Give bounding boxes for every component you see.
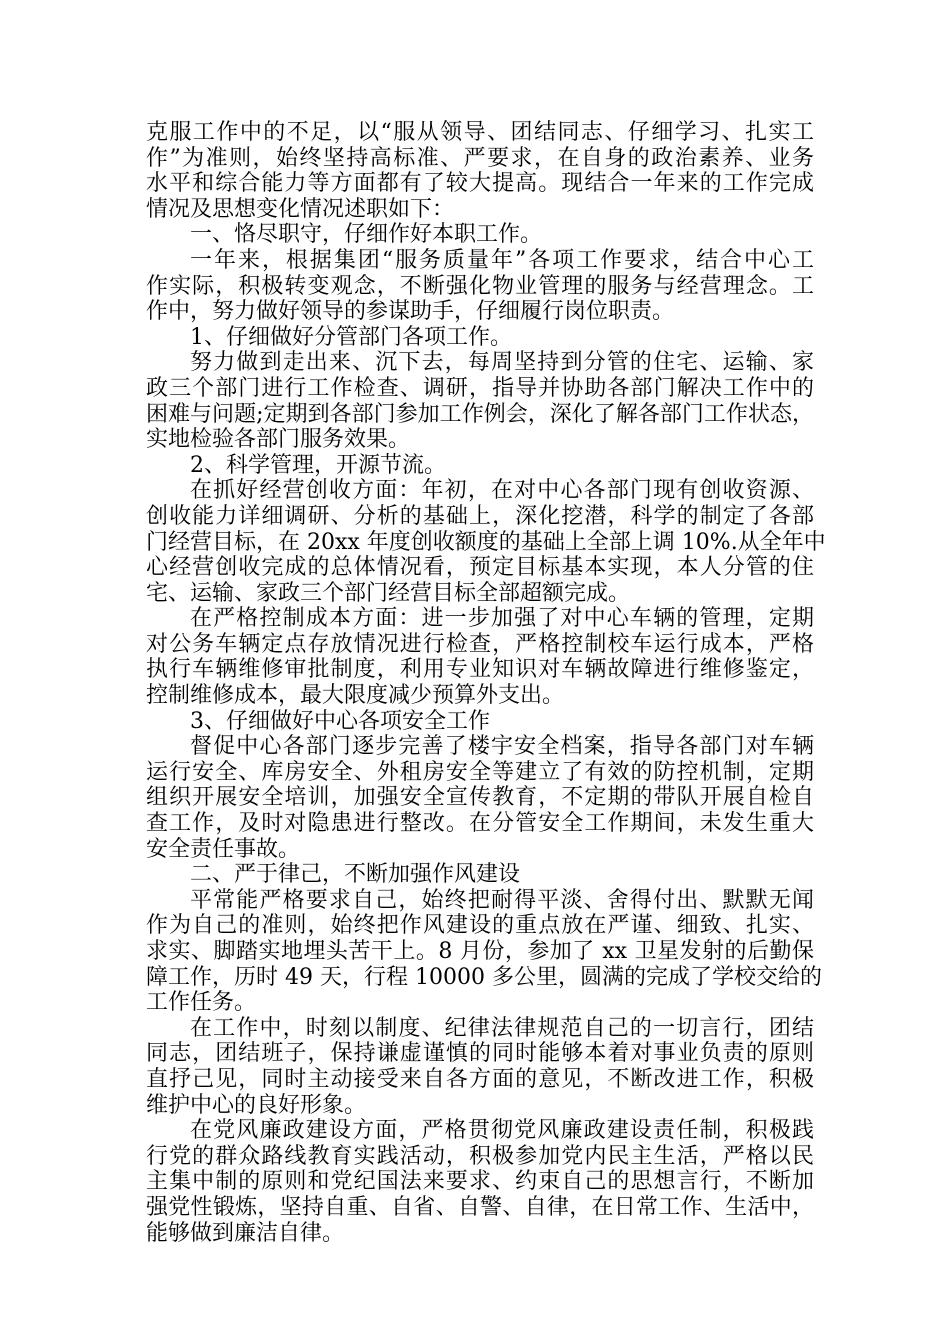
paragraph-line: 组织开展安全培训，加强安全宣传教育，不定期的带队开展自检自: [146, 785, 814, 811]
paragraph-line: 困难与问题;定期到各部门参加工作例会，深化了解各部门工作状态，: [146, 401, 814, 427]
paragraph: [146, 453, 814, 479]
paragraph-first-line: 在抓好经营创收方面：年初，在对中心各部门现有创收资源、: [190, 478, 814, 504]
paragraph: [146, 1118, 814, 1246]
paragraph: [146, 248, 814, 325]
paragraph-line: 求实、脚踏实地埋头苦干上。8 月份，参加了 xx 卫星发射的后勤保: [146, 939, 814, 964]
paragraph-first-line: 督促中心各部门逐步完善了楼宇安全档案，指导各部门对车辆: [190, 734, 814, 760]
paragraph: [146, 350, 814, 452]
paragraph-line: 安全责任事故。: [146, 836, 301, 862]
paragraph-line: 对公务车辆定点存放情况进行检查，严格控制校车运行成本，严格: [146, 631, 814, 657]
paragraph-line: 水平和综合能力等方面都有了较大提高。现结合一年来的工作完成: [146, 171, 814, 197]
paragraph-line: 作中，努力做好领导的参谋助手，仔细履行岗位职责。: [146, 299, 675, 325]
paragraph-first-line: 努力做到走出来、沉下去，每周坚持到分管的住宅、运输、家: [190, 350, 814, 376]
paragraph-line: 作为自己的准则，始终把作风建设的重点放在严谨、细致、扎实、: [146, 913, 814, 939]
paragraph-first-line: 平常能严格要求自己，始终把耐得平淡、舍得付出、默默无闻: [190, 887, 814, 913]
paragraph-first-line: 在工作中，时刻以制度、纪律法律规范自己的一切言行，团结: [190, 1015, 814, 1041]
paragraph-line: 控制维修成本，最大限度减少预算外支出。: [146, 683, 565, 709]
paragraph-line: 维护中心的良好形象。: [146, 1092, 367, 1118]
paragraph-line: 直抒己见，同时主动接受来自各方面的意见，不断改进工作，积极: [146, 1066, 814, 1092]
paragraph-line: 工作任务。: [146, 990, 257, 1016]
paragraph-line: 心经营创收完成的总体情况看，预定目标基本实现，本人分管的住: [146, 555, 814, 581]
paragraph: [146, 1016, 814, 1118]
paragraph-line: 宅、运输、家政三个部门经营目标全部超额完成。: [146, 580, 631, 606]
paragraph-line: 能够做到廉洁自律。: [146, 1220, 345, 1246]
paragraph-first-line: 1、仔细做好分管部门各项工作。: [190, 324, 512, 350]
paragraph: [146, 862, 814, 888]
paragraph-line: 障工作，历时 49 天，行程 10000 多公里，圆满的完成了学校交给的: [146, 964, 822, 990]
paragraph-first-line: 一年来，根据集团“服务质量年”各项工作要求，结合中心工: [190, 247, 814, 273]
paragraph: [146, 120, 814, 222]
paragraph-line: 创收能力详细调研、分析的基础上，深化挖潜，科学的制定了各部: [146, 503, 814, 529]
paragraph-first-line: 在严格控制成本方面：进一步加强了对中心车辆的管理，定期: [190, 606, 814, 632]
paragraph-line: 主集中制的原则和党纪国法来要求、约束自己的思想言行，不断加: [146, 1169, 814, 1195]
paragraph-line: 同志，团结班子，保持谦虚谨慎的同时能够本着对事业负责的原则: [146, 1041, 814, 1067]
paragraph-line: 政三个部门进行工作检查、调研，指导并协助各部门解决工作中的: [146, 375, 814, 401]
paragraph: [146, 478, 826, 606]
paragraph-first-line: 二、严于律己，不断加强作风建设: [190, 862, 521, 888]
paragraph: [146, 222, 814, 248]
paragraph-line: 实地检验各部门服务效果。: [146, 427, 411, 453]
paragraph-line: 运行安全、库房安全、外租房安全等建立了有效的防控机制，定期: [146, 759, 814, 785]
paragraph-first-line: 在党风廉政建设方面，严格贯彻党风廉政建设责任制，积极践: [190, 1118, 814, 1144]
paragraph-line: 情况及思想变化情况述职如下：: [146, 196, 455, 222]
paragraph: [146, 734, 814, 862]
paragraph-first-line: 一、恪尽职守，仔细作好本职工作。: [190, 222, 543, 248]
paragraph-line: 门经营目标，在 20xx 年度创收额度的基础上全部上调 10%.从全年中: [146, 529, 826, 555]
paragraph-first-line: 3、仔细做好中心各项安全工作: [190, 708, 490, 734]
paragraph-line: 行党的群众路线教育实践活动，积极参加党内民主生活，严格以民: [146, 1143, 814, 1169]
paragraph-first-line: 克服工作中的不足，以“服从领导、团结同志、仔细学习、扎实工: [146, 120, 814, 145]
paragraph-line: 作”为准则，始终坚持高标准、严要求，在自身的政治素养、业务: [146, 145, 814, 171]
paragraph: [146, 606, 814, 708]
paragraph-first-line: 2、科学管理，开源节流。: [190, 452, 446, 478]
paragraph-line: 强党性锻炼，坚持自重、自省、自警、自律，在日常工作、生活中，: [146, 1194, 814, 1220]
paragraph-line: 作实际，积极转变观念，不断强化物业管理的服务与经营理念。工: [146, 273, 814, 299]
paragraph: [146, 887, 822, 1016]
document-body: [146, 120, 826, 1246]
paragraph-line: 执行车辆维修审批制度，利用专业知识对车辆故障进行维修鉴定，: [146, 657, 814, 683]
paragraph: [146, 325, 814, 351]
paragraph: [146, 709, 814, 735]
paragraph-line: 查工作，及时对隐患进行整改。在分管安全工作期间，未发生重大: [146, 811, 814, 837]
